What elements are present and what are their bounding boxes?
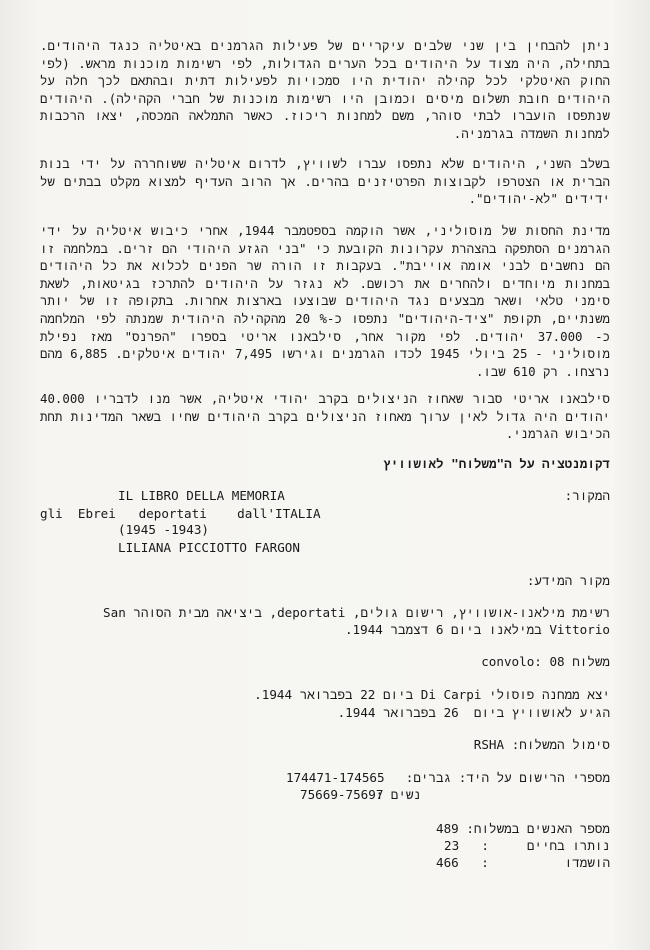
stat-survived-value: 23 xyxy=(444,838,460,853)
paragraph-4: סילבאנו אריטי סבור שאחוז הניצולים בקרב יהודי איטליה, אשר מנו לדבריו 40.000 יהודים היה גדול לאין ערוך מאחוז הניצולים בקרב היהודים שחיו בשאר המדינות תחת הכיבוש הגרמני. xyxy=(40,391,610,442)
transport-symbol: סימול המשלוח: RSHA xyxy=(473,737,610,752)
book-author: LILIANA PICCIOTTO FARGON xyxy=(118,540,300,555)
registration-label: מספרי הרישום על היד: גברים: xyxy=(405,770,610,785)
registration-women-label: נשים : xyxy=(375,787,421,802)
paragraph-3: מדינת החסות של מוסוליני, אשר הוקמה בספטמבר 1944, אחרי כיבוש איטליה על ידי הגרמנים הסתפקה בהצהרת עקרונות הקובעת כי "בני הגזע היהודי הם זרים. במלחמה זו הם נחשבים לבני אומה אוייבת". בעקבות זו הורה שר הפנים לכלוא את כל היהודים במחנות מיוחדים ולהחרים את רכושם. לא נגזר על היהודים להתרכז בגיטאות, לשאת סימני טלאי ושאר מבצעים נגד היהודים שבוצעו בארצות אחרות. בתקופה זו של יותר משנתיים, תקופת "ציד-היהודים" נתפסו כ-% 20 מהקהילה היהודית שמנתה לפי המלחמה כ- 37.000 יהודים. לפי מקור אחר, סילבאנו אריטי בספרו "הפרנס" מאז נפילת מוסוליני - 25 ביולי 1945 לכדו הגרמנים וגירשו 7,495 יהודים איטלקים. 6,885 מהם נרצחו. רק 610 שבו. xyxy=(40,223,610,379)
book-title: IL LIBRO DELLA MEMORIA xyxy=(118,488,285,503)
book-years: (1945 -1943) xyxy=(118,522,209,537)
paragraph-2: בשלב השני, היהודים שלא נתפסו עברו לשוויץ, לדרום איטליה ששוחררה על ידי בנות הברית או הצטרפו לקבוצות הפרטיזנים בהרים. אך הרוב העדיף למצוא מקלט בבתים של ידידים "לא-יהודים". xyxy=(40,156,610,207)
stat-survived-label: נותרו בחיים : xyxy=(481,838,610,853)
paragraph-1: ניתן להבחין בין שני שלבים עיקריים של פעילות הגרמנים באיטליה כנגד היהודים. בתחילה, היה מצוד על היהודים בכל הערים הגדולות, לפי רשימות מוכנות מראש. (לפי החוק האיטלקי לכל קהילה יהודית היו סמכויות לפעילות דתית ובהתאם לכך חלה על היהודים חובת תשלום מיסים וכמובן היו רשימות מוכנות של חברי הקהילה). היהודים שנתפסו הועברו לבתי סוהר, משם למחנות ריכוז. כאשר התמלאה המכסה, יצאו הרכבות למחנות השמדה בגרמניה. xyxy=(40,38,610,141)
stat-total-value: 489 xyxy=(436,821,459,836)
transport-number: משלוח 08 :convolo xyxy=(481,654,610,669)
registration-women: 75669-75697 xyxy=(300,787,384,802)
registration-men: 174471-174565 xyxy=(286,770,385,785)
arrival-line: הגיע לאושוויץ ביום 26 בפברואר 1944. xyxy=(337,705,610,720)
stat-murdered-label: הושמדו : xyxy=(481,855,610,870)
departure-line: יצא ממחנה פוסולי Di Carpi ביום 22 בפברואר 1944. xyxy=(254,687,610,702)
info-source-line-2: Vittorio במילאנו ביום 6 דצמבר 1944. xyxy=(344,622,610,637)
stat-total-label: מספר האנשים במשלוח: xyxy=(466,821,610,836)
info-source-line-1: רשימת מילאנו-אושוויץ, רישום גולים, deportati, ביציאה מבית הסוהר San xyxy=(103,605,610,620)
source-label: המקור: xyxy=(564,488,610,503)
section-title: דקומנטציה על ה"משלוח" לאושוויץ xyxy=(383,456,610,471)
stat-murdered-value: 466 xyxy=(436,855,459,870)
info-source-label: מקור המידע: xyxy=(526,573,610,588)
book-subtitle: gli Ebrei deportati dall'ITALIA xyxy=(40,506,321,521)
